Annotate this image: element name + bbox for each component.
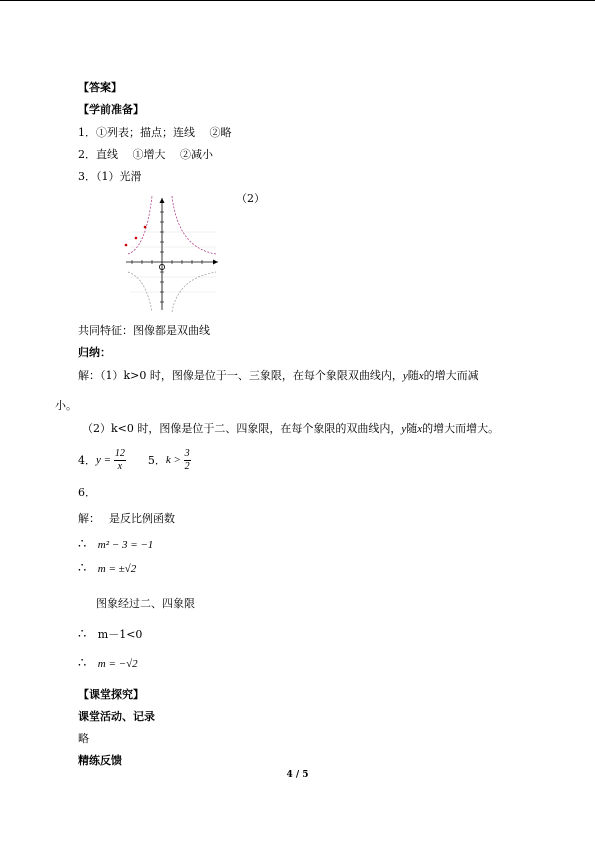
math-y: y xyxy=(401,423,407,435)
item-5-lhs: k xyxy=(165,454,171,466)
common-feature: 共同特征：图像都是双曲线 xyxy=(78,324,210,337)
step-1-equation: m² − 3 = −1 xyxy=(97,539,154,551)
therefore-symbol: ∴ xyxy=(78,537,87,552)
y-axis-arrow xyxy=(160,198,165,203)
fraction-denominator: 2 xyxy=(184,460,190,472)
item-3 xyxy=(78,168,142,184)
curve-upper-left xyxy=(128,196,152,254)
item-4-fraction xyxy=(114,448,126,473)
activity-text: 略 xyxy=(78,732,89,745)
item-number: 4． xyxy=(78,454,96,467)
item-number: 3． xyxy=(78,170,96,183)
item-4-5 xyxy=(78,444,191,476)
therefore-symbol: ∴ xyxy=(78,627,87,642)
preview-header: 【学前准备】 xyxy=(78,103,144,116)
item-2 xyxy=(78,146,213,162)
fraction-denominator: x xyxy=(117,460,123,472)
plot-point xyxy=(135,237,138,240)
plot-point xyxy=(144,226,147,229)
math-y: y xyxy=(402,370,408,382)
math-x: x xyxy=(417,423,423,435)
solution-intro: 解： 是反比例函数 xyxy=(78,512,175,525)
summary-line-1 xyxy=(78,367,479,383)
step-1 xyxy=(78,537,153,552)
axis-ticks xyxy=(132,212,202,302)
step-4-equation: m = −√2 xyxy=(97,658,138,670)
summary-text: 随 xyxy=(406,422,418,435)
summary-text: 随 xyxy=(407,369,419,382)
summary-text: 的增大而增大。 xyxy=(422,422,500,435)
summary-label: 归纳： xyxy=(78,346,111,359)
item-text: 直线 ①增大 ②减小 xyxy=(96,148,213,161)
plot-point xyxy=(125,244,128,247)
summary-text: 解：（1）k>0 时，图像是位于一、三象限，在每个象限双曲线内， xyxy=(78,369,403,382)
top-border xyxy=(0,0,595,1)
summary-text: 的增大而减 xyxy=(423,369,479,382)
item-number: 2． xyxy=(78,148,96,161)
therefore-symbol: ∴ xyxy=(78,561,87,576)
feedback-label: 精练反馈 xyxy=(78,754,122,767)
summary-text: （2）k<0 时，图像是位于二、四象限，在每个象限的双曲线内， xyxy=(82,422,402,435)
step-2 xyxy=(78,561,136,576)
therefore-symbol: ∴ xyxy=(78,656,87,671)
x-axis-arrow xyxy=(213,260,218,265)
item-5-rel: > xyxy=(170,454,184,466)
fraction-numerator: 3 xyxy=(184,447,190,459)
item-3-sub-2: （2） xyxy=(236,192,265,205)
step-4 xyxy=(78,656,138,671)
item-number: 5． xyxy=(147,454,166,467)
item-number: 1． xyxy=(78,126,96,139)
answer-header: 【答案】 xyxy=(78,81,122,94)
hyperbola-graph xyxy=(112,192,228,316)
step-3 xyxy=(78,626,142,642)
item-6: 6． xyxy=(78,486,96,499)
graph-passes-text: 图象经过二、四象限 xyxy=(96,597,195,610)
item-4-lhs: y xyxy=(96,454,101,466)
page-number: 4 / 5 xyxy=(286,770,309,780)
curve-upper-right xyxy=(172,196,216,254)
item-4-eq: = xyxy=(100,454,114,466)
item-5-fraction xyxy=(184,448,191,473)
step-2-equation: m = ±√2 xyxy=(97,563,137,575)
math-x: x xyxy=(418,370,424,382)
item-text: ①列表；描点；连线 ②略 xyxy=(96,126,232,139)
item-1 xyxy=(78,124,232,140)
summary-line-1-wrap: 小。 xyxy=(55,399,77,412)
fraction-numerator: 12 xyxy=(114,447,125,459)
activity-label: 课堂活动、记录 xyxy=(78,710,155,723)
item-text: （1）光滑 xyxy=(96,170,142,183)
step-3-inequality: m－1<0 xyxy=(97,628,143,641)
explore-header: 【课堂探究】 xyxy=(78,688,144,701)
summary-line-2 xyxy=(82,420,499,436)
